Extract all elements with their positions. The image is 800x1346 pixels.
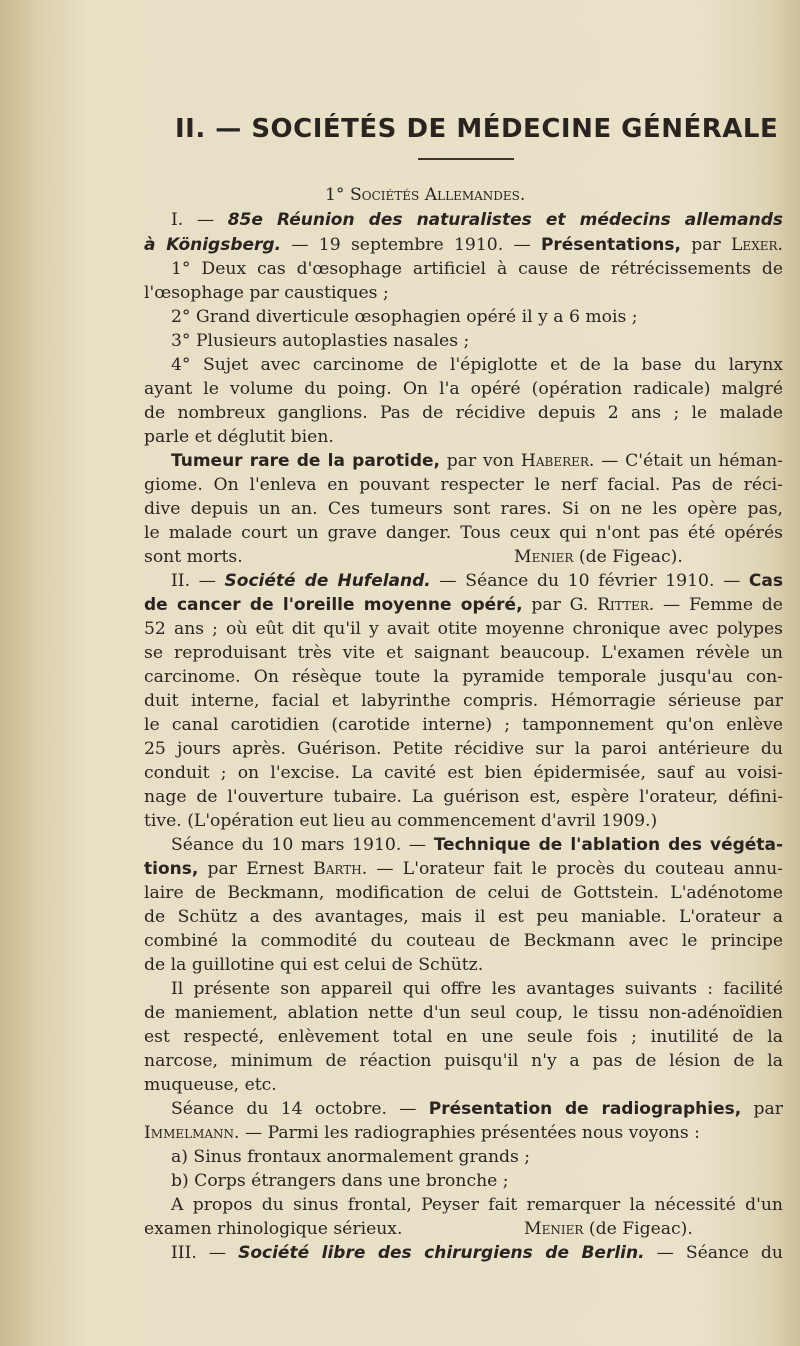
text-line: nage de l'ouverture tubaire. La guérison est, espère l'orateur, défini- [144, 787, 783, 807]
text-line: III. — Société libre des chirurgiens de Berlin. — Séance du [171, 1243, 783, 1263]
text-line: est respecté, enlèvement total en une seule fois ; inutilité de la [144, 1027, 783, 1047]
text-line: Il présente son appareil qui offre les avantages suivants : facilité [171, 979, 783, 999]
subject-title: de cancer de l'oreille moyenne opéré, [144, 595, 523, 615]
text-line: dive depuis un an. Ces tumeurs sont rares. Si on ne les opère pas, [144, 499, 783, 519]
text-line: combiné la commodité du couteau de Beckmann avec le principe [144, 931, 783, 951]
text-line: b) Corps étrangers dans une bronche ; [171, 1171, 509, 1191]
subsection-heading [325, 184, 725, 206]
author-name: Immelmann. [144, 1123, 240, 1143]
text-line: parle et déglutit bien. [144, 427, 334, 447]
text-line: l'œsophage par caustiques ; [144, 283, 389, 303]
text-line: I. — 85e Réunion des naturalistes et médecins allemands [171, 210, 784, 230]
text-line: 4° Sujet avec carcinome de l'épiglotte et de la base du larynx [171, 355, 783, 375]
text-line: narcose, minimum de réaction puisqu'il n'y a pas de lésion de la [144, 1051, 783, 1071]
text-line: se reproduisant très vite et saignant beaucoup. L'examen révèle un [144, 643, 783, 663]
text-line: Séance du 10 mars 1910. — Technique de l'ablation des végéta- [171, 835, 783, 855]
text-line: II. — Société de Hufeland. — Séance du 10 février 1910. — Cas [171, 571, 783, 591]
text-line: Tumeur rare de la parotide, par von Haberer. — C'était un héman- [171, 451, 783, 471]
text-line: muqueuse, etc. [144, 1075, 277, 1095]
text-line: de la guillotine qui est celui de Schütz. [144, 955, 484, 975]
subject-title: Présentation de radiographies, [428, 1099, 742, 1119]
text-line: A propos du sinus frontal, Peyser fait remarquer la nécessité d'un [171, 1195, 783, 1215]
subject-title: Technique de l'ablation des végéta- [433, 835, 783, 855]
society-city: à Königsberg. [144, 235, 282, 255]
text-line: 25 jours après. Guérison. Petite récidive sur la paroi antérieure du [144, 739, 783, 759]
text-line: duit interne, facial et labyrinthe compris. Hémorragie sérieuse par [144, 691, 783, 711]
text-line: carcinome. On résèque toute la pyramide temporale jusqu'au con- [144, 667, 783, 687]
text-line: de cancer de l'oreille moyenne opéré, par G. Ritter. — Femme de [144, 595, 783, 615]
signature: Menier (de Figeac). [514, 547, 683, 567]
heading-rule [418, 158, 514, 160]
text-line: examen rhinologique sérieux. Menier (de Figeac). [144, 1219, 693, 1239]
text-line: tive. (L'opération eut lieu au commencement d'avril 1909.) [144, 811, 658, 831]
signature: Menier (de Figeac). [524, 1219, 693, 1239]
text-line: giome. On l'enleva en pouvant respecter le nerf facial. Pas de réci- [144, 475, 783, 495]
text-line: laire de Beckmann, modification de celui de Gottstein. L'adénotome [144, 883, 783, 903]
text-line: sont morts. Menier (de Figeac). [144, 547, 683, 567]
society-title: Société libre des chirurgiens de Berlin. [238, 1243, 645, 1263]
subject-title: Cas [748, 571, 783, 591]
text-line: conduit ; on l'excise. La cavité est bien épidermisée, sauf au voisi- [144, 763, 783, 783]
text-line: 1° Deux cas d'œsophage artificiel à cause de rétrécissements de [171, 259, 783, 279]
text-line: a) Sinus frontaux anormalement grands ; [171, 1147, 531, 1167]
text-line: 2° Grand diverticule œsophagien opéré il y a 6 mois ; [171, 307, 638, 327]
subject-title: Présentations, [540, 235, 681, 255]
subject-title: Tumeur rare de la parotide, [171, 451, 440, 471]
author-name: Haberer. [520, 451, 595, 471]
society-title: 85e Réunion des naturalistes et médecins allemands [227, 210, 784, 230]
subsection-title: 1° Sociétés Allemandes. [325, 185, 526, 205]
text-line: 3° Plusieurs autoplasties nasales ; [171, 331, 470, 351]
text-line: à Königsberg. — 19 septembre 1910. — Présentations, par Lexer. [144, 235, 783, 255]
text-line: tions, par Ernest Barth. — L'orateur fait le procès du couteau annu- [144, 859, 783, 879]
text-line: de nombreux ganglions. Pas de récidive depuis 2 ans ; le malade [144, 403, 783, 423]
text-line: de Schütz a des avantages, mais il est peu maniable. L'orateur a [144, 907, 783, 927]
text-line: ayant le volume du poing. On l'a opéré (opération radicale) malgré [144, 379, 783, 399]
text-line: Immelmann. — Parmi les radiographies présentées nous voyons : [144, 1123, 700, 1143]
society-title: Société de Hufeland. [224, 571, 431, 591]
author-name: Lexer. [731, 235, 783, 255]
text-line: de maniement, ablation nette d'un seul coup, le tissu non-adénoïdien [144, 1003, 783, 1023]
section-heading: II. — SOCIÉTÉS DE MÉDECINE GÉNÉRALE [175, 114, 779, 144]
author-name: Ritter. [597, 595, 655, 615]
text-line: le canal carotidien (carotide interne) ; tamponnement qu'on enlève [144, 715, 783, 735]
subject-title: tions, [144, 859, 199, 879]
author-name: Barth. [313, 859, 368, 879]
text-line: 52 ans ; où eût dit qu'il y avait otite moyenne chronique avec polypes [144, 619, 783, 639]
text-line: le malade court un grave danger. Tous ceux qui n'ont pas été opérés [144, 523, 783, 543]
text-line: Séance du 14 octobre. — Présentation de radiographies, par [171, 1099, 783, 1119]
